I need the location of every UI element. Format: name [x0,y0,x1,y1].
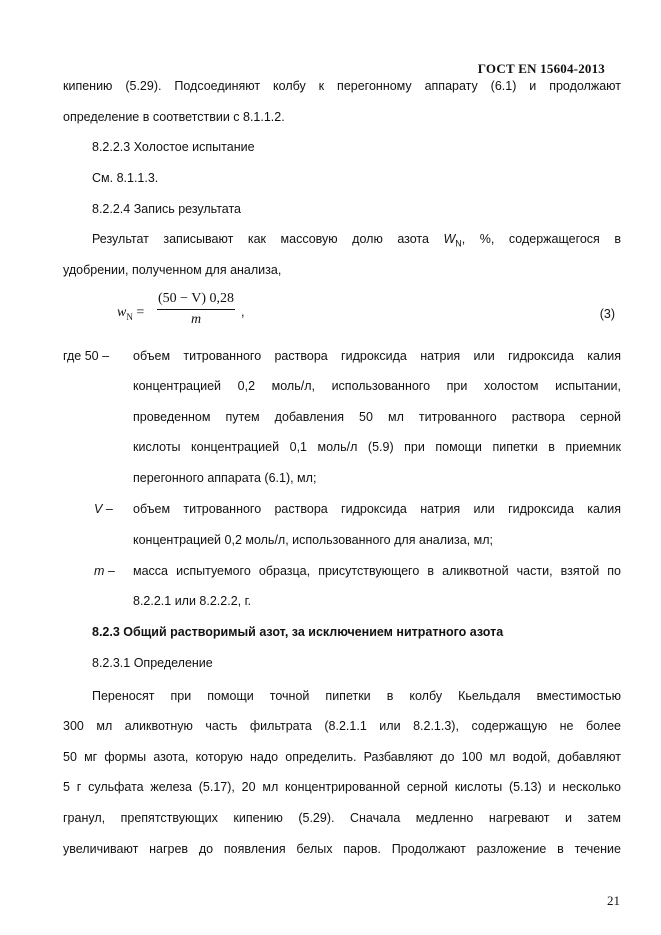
definition-line: объем титрованного раствора гидроксида натрия или гидроксида калия [133,502,621,516]
paragraph-line: увеличивают нагрев до появления белых паров. Продолжают разложение в течение [63,842,621,856]
formula-fraction [155,291,237,328]
paragraph-line: См. 8.1.1.3. [92,171,159,185]
definition-line: 8.2.2.1 или 8.2.2.2, г. [133,594,252,608]
definition-line: масса испытуемого образца, присутствующего в аликвотной части, взятой по [133,564,621,578]
subsection-heading: 8.2.2.4 Запись результата [92,202,242,216]
definition-lead: где 50 – [63,349,110,363]
formula: $w_N$ = (50 − V) 0,28 m , (3) [117,291,615,327]
subsection-heading: 8.2.2.3 Холостое испытание [92,140,255,154]
formula-numerator: (50 − V) 0,28 [157,291,235,306]
equation-number: (3) [599,307,615,321]
paragraph-line: 50 мг формы азота, которую надо определить. Разбавляют до 100 мл водой, добавляют [63,750,621,764]
variable-w: W [443,232,456,246]
formula-denominator: m [190,312,202,327]
page-number: 21 [607,893,620,908]
definition-line: концентрацией 0,2 моль/л, использованного при холостом испытании, [133,379,621,393]
paragraph-line: 5 г сульфата железа (5.17), 20 мл концентрированной серной кислоты (5.13) и несколько [63,780,621,794]
definition-line: концентрацией 0,2 моль/л, использованного для анализа, мл; [133,533,494,547]
definition-line: проведенном путем добавления 50 мл титрованного раствора серной [133,410,621,424]
paragraph-line: удобрении, полученном для анализа, [63,263,282,277]
paragraph-line: кипению (5.29). Подсоединяют колбу к перегонному аппарату (6.1) и продолжают [63,79,621,93]
paragraph-line: определение в соответствии с 8.1.1.2. [63,110,285,124]
definition-symbol: V – [94,502,113,516]
paragraph-line: 300 мл аликвотную часть фильтрата (8.2.1.1 или 8.2.1.3), содержащую не более [63,719,621,733]
paragraph-line: гранул, препятствующих кипению (5.29). Сначала медленно нагревают и затем [63,811,621,825]
paragraph-line: Переносят при помощи точной пипетки в колбу Кьельдаля вместимостью [92,689,621,703]
standard-header: ГОСТ EN 15604-2013 [477,61,605,76]
subsection-heading: 8.2.3.1 Определение [92,656,213,670]
definition-line: объем титрованного раствора гидроксида натрия или гидроксида калия [133,349,621,363]
paragraph-line: Результат записывают как массовую долю азота $W_N$, %, содержащегося в [92,232,621,249]
formula-lhs: $w_N$ = [117,305,145,322]
definition-line: перегонного аппарата (6.1), мл; [133,471,317,485]
section-heading: 8.2.3 Общий растворимый азот, за исключением нитратного азота [92,625,504,639]
definition-symbol: m – [94,564,115,578]
definition-line: кислоты концентрацией 0,1 моль/л (5.9) при помощи пипетки в приемник [133,440,621,454]
